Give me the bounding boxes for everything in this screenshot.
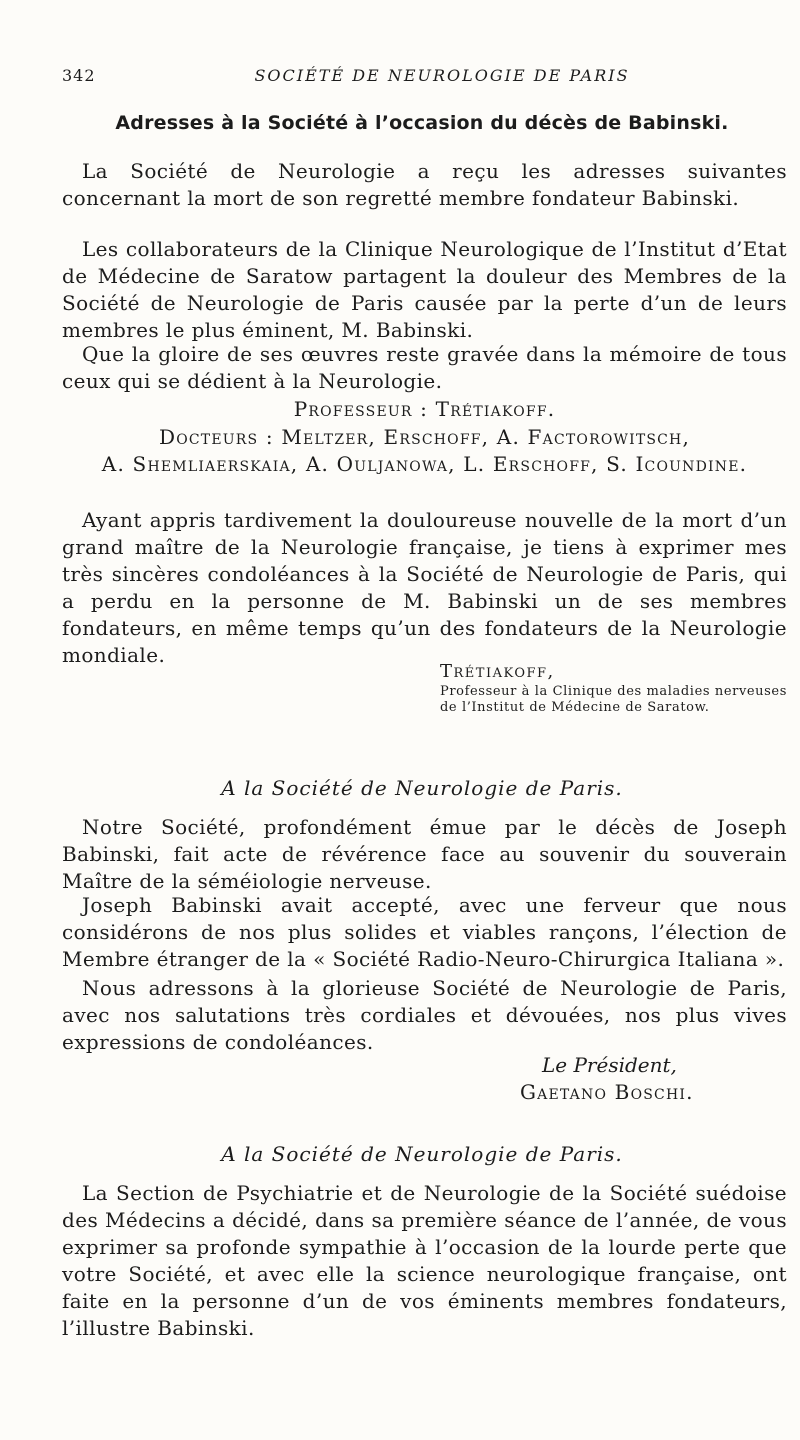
running-title: SOCIÉTÉ DE NEUROLOGIE DE PARIS xyxy=(254,66,630,85)
page-number: 342 xyxy=(62,66,96,85)
italian-paragraph-2: Joseph Babinski avait accepté, avec une ferveur que nous considérons de nos plus solides et viables rançons, l’élection de Membre étranger de la « Société Radio-Neuro-Chirurgica Italiana ». xyxy=(62,893,787,971)
doctors-line-2: A. Shemliaerskaia, A. Ouljanowa, L. Erschoff, S. Icoundine. xyxy=(101,452,748,476)
running-head xyxy=(62,66,782,90)
saratow-paragraph-1: Les collaborateurs de la Clinique Neurologique de l’Institut d’Etat de Médecine de Saratow partagent la douleur des Membres de la Société de Neurologie de Paris causée par la perte d’un de leurs membres le plus éminent, M. Babinski. xyxy=(62,237,787,342)
tretiakoff-title: Professeur à la Clinique des maladies nerveuses de l’Institut de Médecine de Saratow. xyxy=(440,684,787,715)
president-title: Le Président, xyxy=(542,1053,677,1077)
tretiakoff-letter: Ayant appris tardivement la douloureuse nouvelle de la mort d’un grand maître de la Neurologie française, je tiens à exprimer mes très sincères condoléances à la Société de Neurologie de Paris, qui a perdu en la personne de M. Babinski un de ses membres fondateurs, en même temps qu’un des fondateurs de la Neurologie mondiale. xyxy=(62,508,787,667)
intro-paragraph: La Société de Neurologie a reçu les adresses suivantes concernant la mort de son regretté membre fondateur Babinski. xyxy=(62,159,787,210)
tretiakoff-name: Trétiakoff, xyxy=(440,661,555,682)
swedish-letter-heading: A la Société de Neurologie de Paris. xyxy=(221,1142,623,1166)
italian-paragraph-1: Notre Société, profondément émue par le décès de Joseph Babinski, fait acte de révérence face au souvenir du souverain Maître de la séméiologie nerveuse. xyxy=(62,815,787,893)
professor-line: Professeur : Trétiakoff. xyxy=(293,397,556,421)
saratow-paragraph-2: Que la gloire de ses œuvres reste gravée dans la mémoire de tous ceux qui se dédient à la Neurologie. xyxy=(62,342,787,393)
italian-paragraph-3: Nous adressons à la glorieuse Société de Neurologie de Paris, avec nos salutations très cordiales et dévouées, nos plus vives expressions de condoléances. xyxy=(62,976,787,1054)
swedish-paragraph-1: La Section de Psychiatrie et de Neurologie de la Société suédoise des Médecins a décidé, dans sa première séance de l’année, de vous exprimer sa profonde sympathie à l’occasion de la lourde perte que votre Société, et avec elle la science neurologique française, ont faite en la personne d’un de vos éminents membres fondateurs, l’illustre Babinski. xyxy=(62,1181,787,1340)
president-name: Gaetano Boschi. xyxy=(520,1080,694,1104)
article-heading: Adresses à la Société à l’occasion du décès de Babinski. xyxy=(115,112,729,134)
tretiakoff-signature xyxy=(440,661,800,716)
italian-signature xyxy=(520,1052,780,1106)
italian-letter-heading: A la Société de Neurologie de Paris. xyxy=(221,776,623,800)
doctors-line-1: Docteurs : Meltzer, Erschoff, A. Factorowitsch, xyxy=(158,425,691,449)
